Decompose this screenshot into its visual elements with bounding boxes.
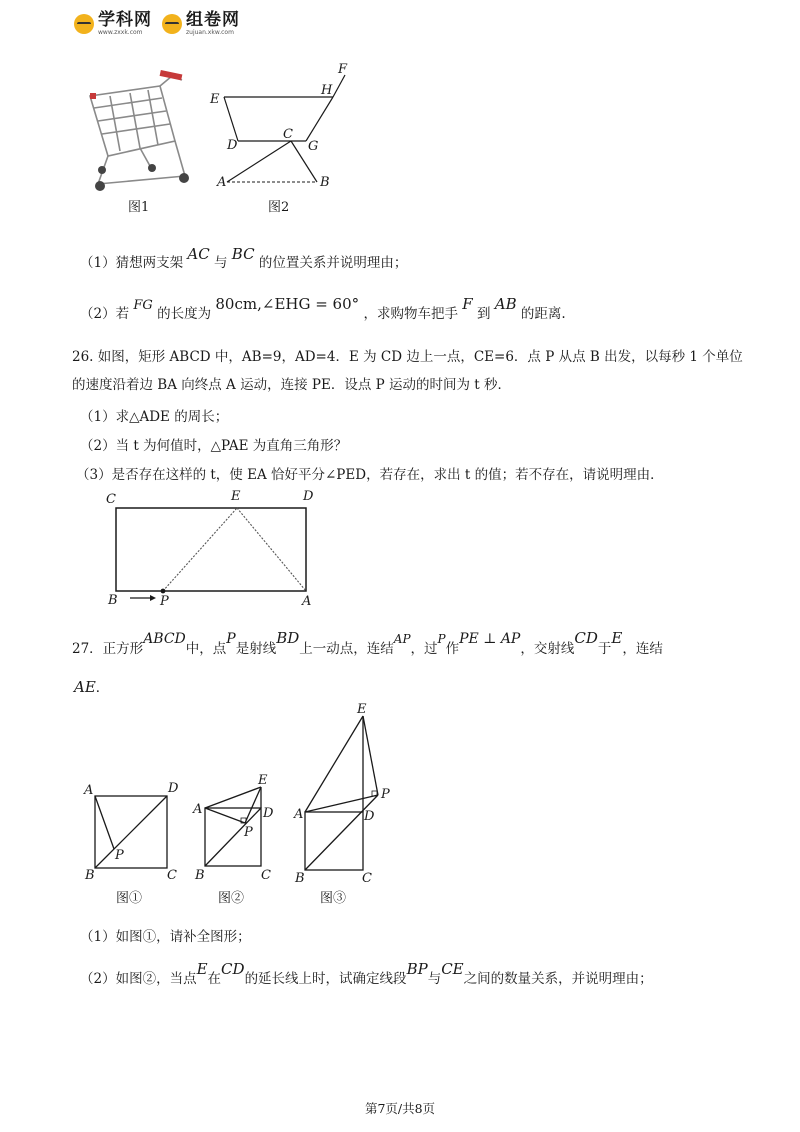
figure-caption-q27-3: 图③ [320, 891, 347, 906]
q27-part2: （2）如图②，当点E在CD的延长线上时，试确定线段BP与CE之间的数量关系，并说明理由； [80, 960, 653, 987]
q25-part1: （1）猜想两支架 AC 与 BC 的位置关系并说明理由； [80, 245, 408, 271]
geometry-figure-2 [205, 60, 365, 195]
point-label-G: G [308, 139, 319, 154]
point-label-C: C [106, 492, 116, 507]
point-label-C: C [167, 868, 177, 883]
point-label-C: C [283, 127, 293, 142]
point-label-D: D [168, 781, 179, 796]
page-number: 第7页/共8页 [364, 1101, 436, 1116]
q27-stem-line2: AE． [74, 678, 110, 696]
math-FG: FG [133, 298, 153, 313]
q27-part1: （1）如图①，请补全图形； [80, 929, 251, 945]
q26-part1: （1）求△ADE 的周长； [80, 409, 229, 425]
math-E: E [611, 629, 623, 647]
point-label-F: F [338, 62, 348, 77]
point-label-D: D [263, 806, 274, 821]
logo-url: zujuan.xkw.com [186, 29, 234, 36]
math-P: P [226, 631, 236, 647]
math-PE-perp-AP: PE ⊥ AP [459, 631, 521, 647]
point-label-E: E [231, 489, 241, 504]
q25-part2: （2）若 FG 的长度为 80cm,∠EHG = 60° ，求购物车把手 F 到 AB 的距离. [80, 295, 566, 322]
point-label-E: E [210, 92, 220, 107]
point-label-H: H [321, 83, 333, 98]
point-label-A: A [302, 594, 312, 609]
point-label-P: P [381, 787, 390, 802]
logo-title: 组卷网 [186, 10, 240, 30]
point-label-C: C [362, 871, 372, 884]
point-label-D: D [227, 138, 238, 153]
math-BD: BD [276, 629, 300, 647]
math-BC: BC [231, 245, 255, 263]
math-AP: AP [393, 632, 411, 646]
math-BP: BP [406, 960, 428, 978]
point-label-B: B [295, 871, 305, 884]
shopping-cart-figure [80, 66, 190, 196]
math-length-angle: 80cm,∠EHG = 60° [215, 295, 360, 313]
point-label-B: B [195, 868, 205, 883]
logo-url: www.zxxk.com [98, 29, 143, 36]
figure-caption-q27-2: 图② [218, 891, 245, 906]
math-CD: CD [574, 629, 598, 647]
point-label-D: D [364, 809, 375, 824]
figure-caption-1: 图1 [128, 200, 150, 215]
q26-part3: （3）是否存在这样的 t，使 EA 恰好平分∠PED，若存在，求出 t 的值；若不存在，请说明理由． [76, 467, 664, 483]
point-label-P: P [244, 825, 253, 840]
math-CD: CD [221, 960, 245, 978]
point-label-B: B [108, 593, 118, 608]
rectangle-figure [100, 486, 330, 612]
q26-part2: （2）当 t 为何值时，△PAE 为直角三角形？ [80, 438, 348, 454]
square-figure-1 [80, 778, 190, 884]
point-label-A: A [84, 783, 94, 798]
q27-stem-line1: 27．正方形ABCD中，点P是射线BD上一动点，连结AP，过P作PE ⊥ AP，交射线CD于E，连结 [72, 629, 663, 657]
math-F: F [462, 295, 473, 313]
q26-stem-line2: 的速度沿着边 BA 向终点 A 运动，连接 PE．设点 P 运动的时间为 t 秒． [72, 377, 511, 393]
mascot-icon [74, 14, 94, 34]
point-label-E: E [357, 702, 367, 717]
math-CE: CE [441, 960, 464, 978]
point-label-B: B [320, 175, 330, 190]
point-label-A: A [217, 175, 227, 190]
logo-title: 学科网 [98, 10, 152, 30]
point-label-A: A [193, 802, 203, 817]
math-AB: AB [494, 295, 517, 313]
point-label-D: D [303, 489, 314, 504]
square-figure-3 [290, 700, 400, 884]
point-label-P: P [160, 594, 169, 609]
square-figure-2 [190, 768, 280, 884]
q26-stem-line1: 26. 如图，矩形 ABCD 中，AB=9，AD=4．E 为 CD 边上一点，CE=6．点 P 从点 B 出发，以每秒 1 个单位 [72, 349, 743, 365]
logo-zxxk [74, 12, 152, 36]
point-label-A: A [294, 807, 304, 822]
point-label-C: C [261, 868, 271, 883]
point-label-E: E [258, 773, 268, 788]
math-AE: AE [74, 678, 96, 696]
mascot-icon [162, 14, 182, 34]
figure-caption-2: 图2 [268, 200, 290, 215]
math-AC: AC [187, 245, 210, 263]
logo-zujuan [162, 12, 240, 36]
point-label-P: P [115, 848, 124, 863]
figure-caption-q27-1: 图① [116, 891, 143, 906]
math-E: E [196, 960, 208, 978]
math-P: P [437, 632, 446, 646]
math-ABCD: ABCD [143, 631, 186, 647]
point-label-B: B [85, 868, 95, 883]
